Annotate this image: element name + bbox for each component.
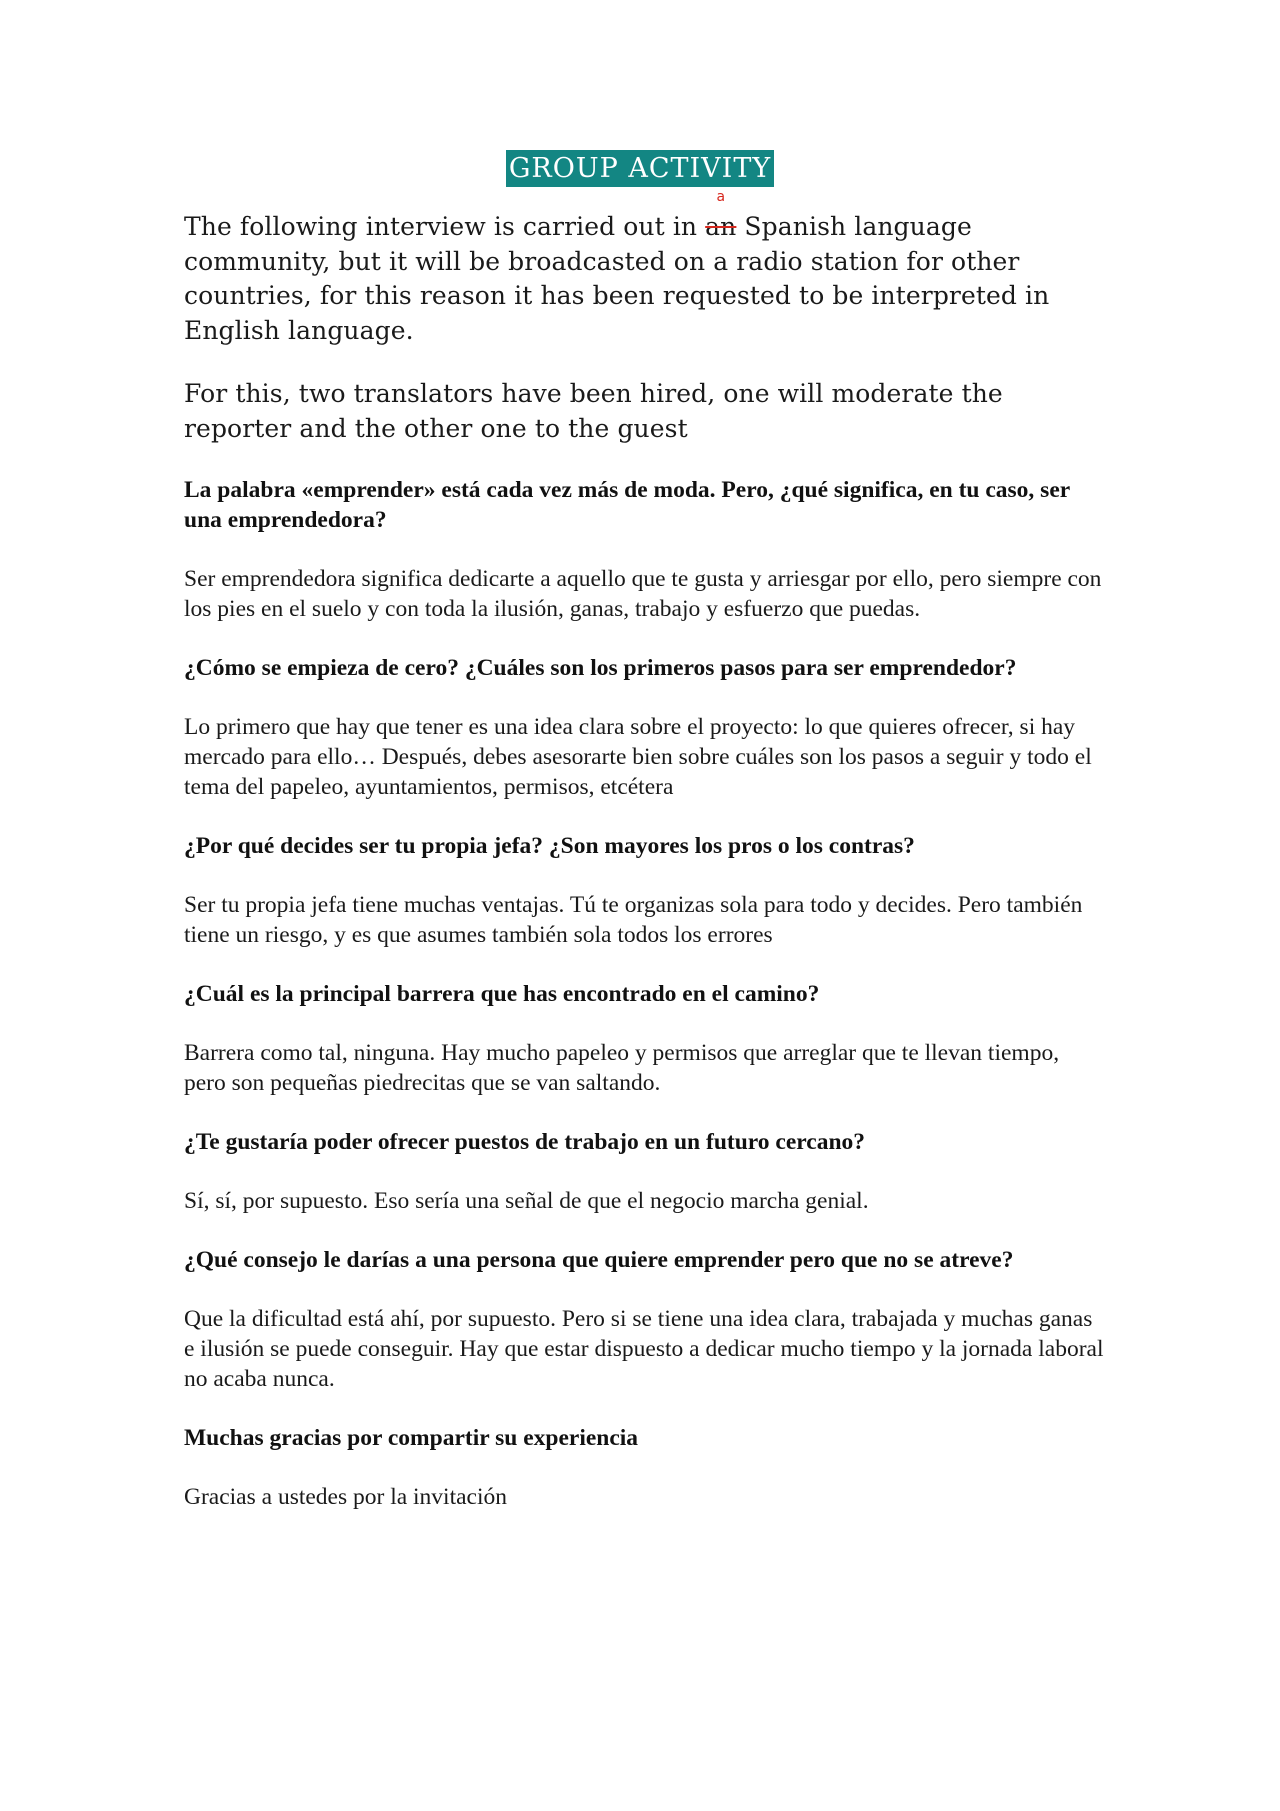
interview-question: ¿Cómo se empieza de cero? ¿Cuáles son los primeros pasos para ser emprendedor? — [184, 655, 1017, 681]
interview-question: Muchas gracias por compartir su experiencia — [184, 1425, 639, 1451]
qa-item-4 — [184, 979, 1104, 1098]
qa-item-5 — [184, 1127, 1104, 1216]
deleted-text: an — [705, 212, 737, 241]
interview-answer: Ser emprendedora significa dedicarte a aquello que te gusta y arriesgar por ello, pero siempre con los pies en el suelo y con toda la ilusión, ganas, trabajo y esfuerzo que puedas. — [184, 566, 1102, 622]
interview-answer: Ser tu propia jefa tiene muchas ventajas. Tú te organizas sola para todo y decides. Pero también tiene un riesgo, y es que asumes también sola todos los errores — [184, 892, 1083, 948]
intro-paragraph-2: For this, two translators have been hired, one will moderate the reporter and the other one to the guest — [184, 379, 1003, 443]
intro-text-after: Spanish language community, but it will be broadcasted on a radio station for other countries, for this reason it has been requested to be interpreted in English language. — [184, 212, 1050, 345]
qa-item-7 — [184, 1423, 1104, 1512]
interview-answer: Que la dificultad está ahí, por supuesto. Pero si se tiene una idea clara, trabajada y muchas ganas e ilusión se puede conseguir. Hay que estar dispuesto a dedicar mucho tiempo y la jornada laboral no acaba nunca. — [184, 1306, 1104, 1392]
interview-answer: Sí, sí, por supuesto. Eso sería una señal de que el negocio marcha genial. — [184, 1188, 869, 1214]
interview-answer: Gracias a ustedes por la invitación — [184, 1484, 508, 1510]
inserted-text-mark: a — [716, 189, 726, 205]
tracked-change — [705, 189, 737, 245]
interview-question: ¿Por qué decides ser tu propia jefa? ¿Son mayores los pros o los contras? — [184, 833, 915, 859]
qa-item-3 — [184, 831, 1104, 950]
qa-item-6 — [184, 1245, 1104, 1394]
interview-question: La palabra «emprender» está cada vez más de moda. Pero, ¿qué significa, en tu caso, ser una emprendedora? — [184, 477, 1070, 533]
interview-question: ¿Cuál es la principal barrera que has encontrado en el camino? — [184, 981, 820, 1007]
interview-question: ¿Qué consejo le darías a una persona que quiere emprender pero que no se atreve? — [184, 1247, 1014, 1273]
interview-answer: Barrera como tal, ninguna. Hay mucho papeleo y permisos que arreglar que te llevan tiempo, pero son pequeñas piedrecitas que se van saltando. — [184, 1040, 1060, 1096]
qa-item-2 — [184, 653, 1104, 802]
intro-paragraph-1 — [184, 189, 1104, 348]
interview-question: ¿Te gustaría poder ofrecer puestos de trabajo en un futuro cercano? — [184, 1129, 866, 1155]
page-title: GROUP ACTIVITY — [506, 150, 774, 187]
intro-text-before: The following interview is carried out in — [184, 212, 706, 241]
qa-item-1 — [184, 475, 1104, 624]
interview-answer: Lo primero que hay que tener es una idea clara sobre el proyecto: lo que quieres ofrecer, si hay mercado para ello… Después, debes asesorarte bien sobre cuáles son los pasos a seguir y todo el tema del papeleo, ayuntamientos, permisos, etcétera — [184, 714, 1092, 800]
document-body — [184, 189, 1104, 1541]
title-container — [0, 150, 1280, 187]
